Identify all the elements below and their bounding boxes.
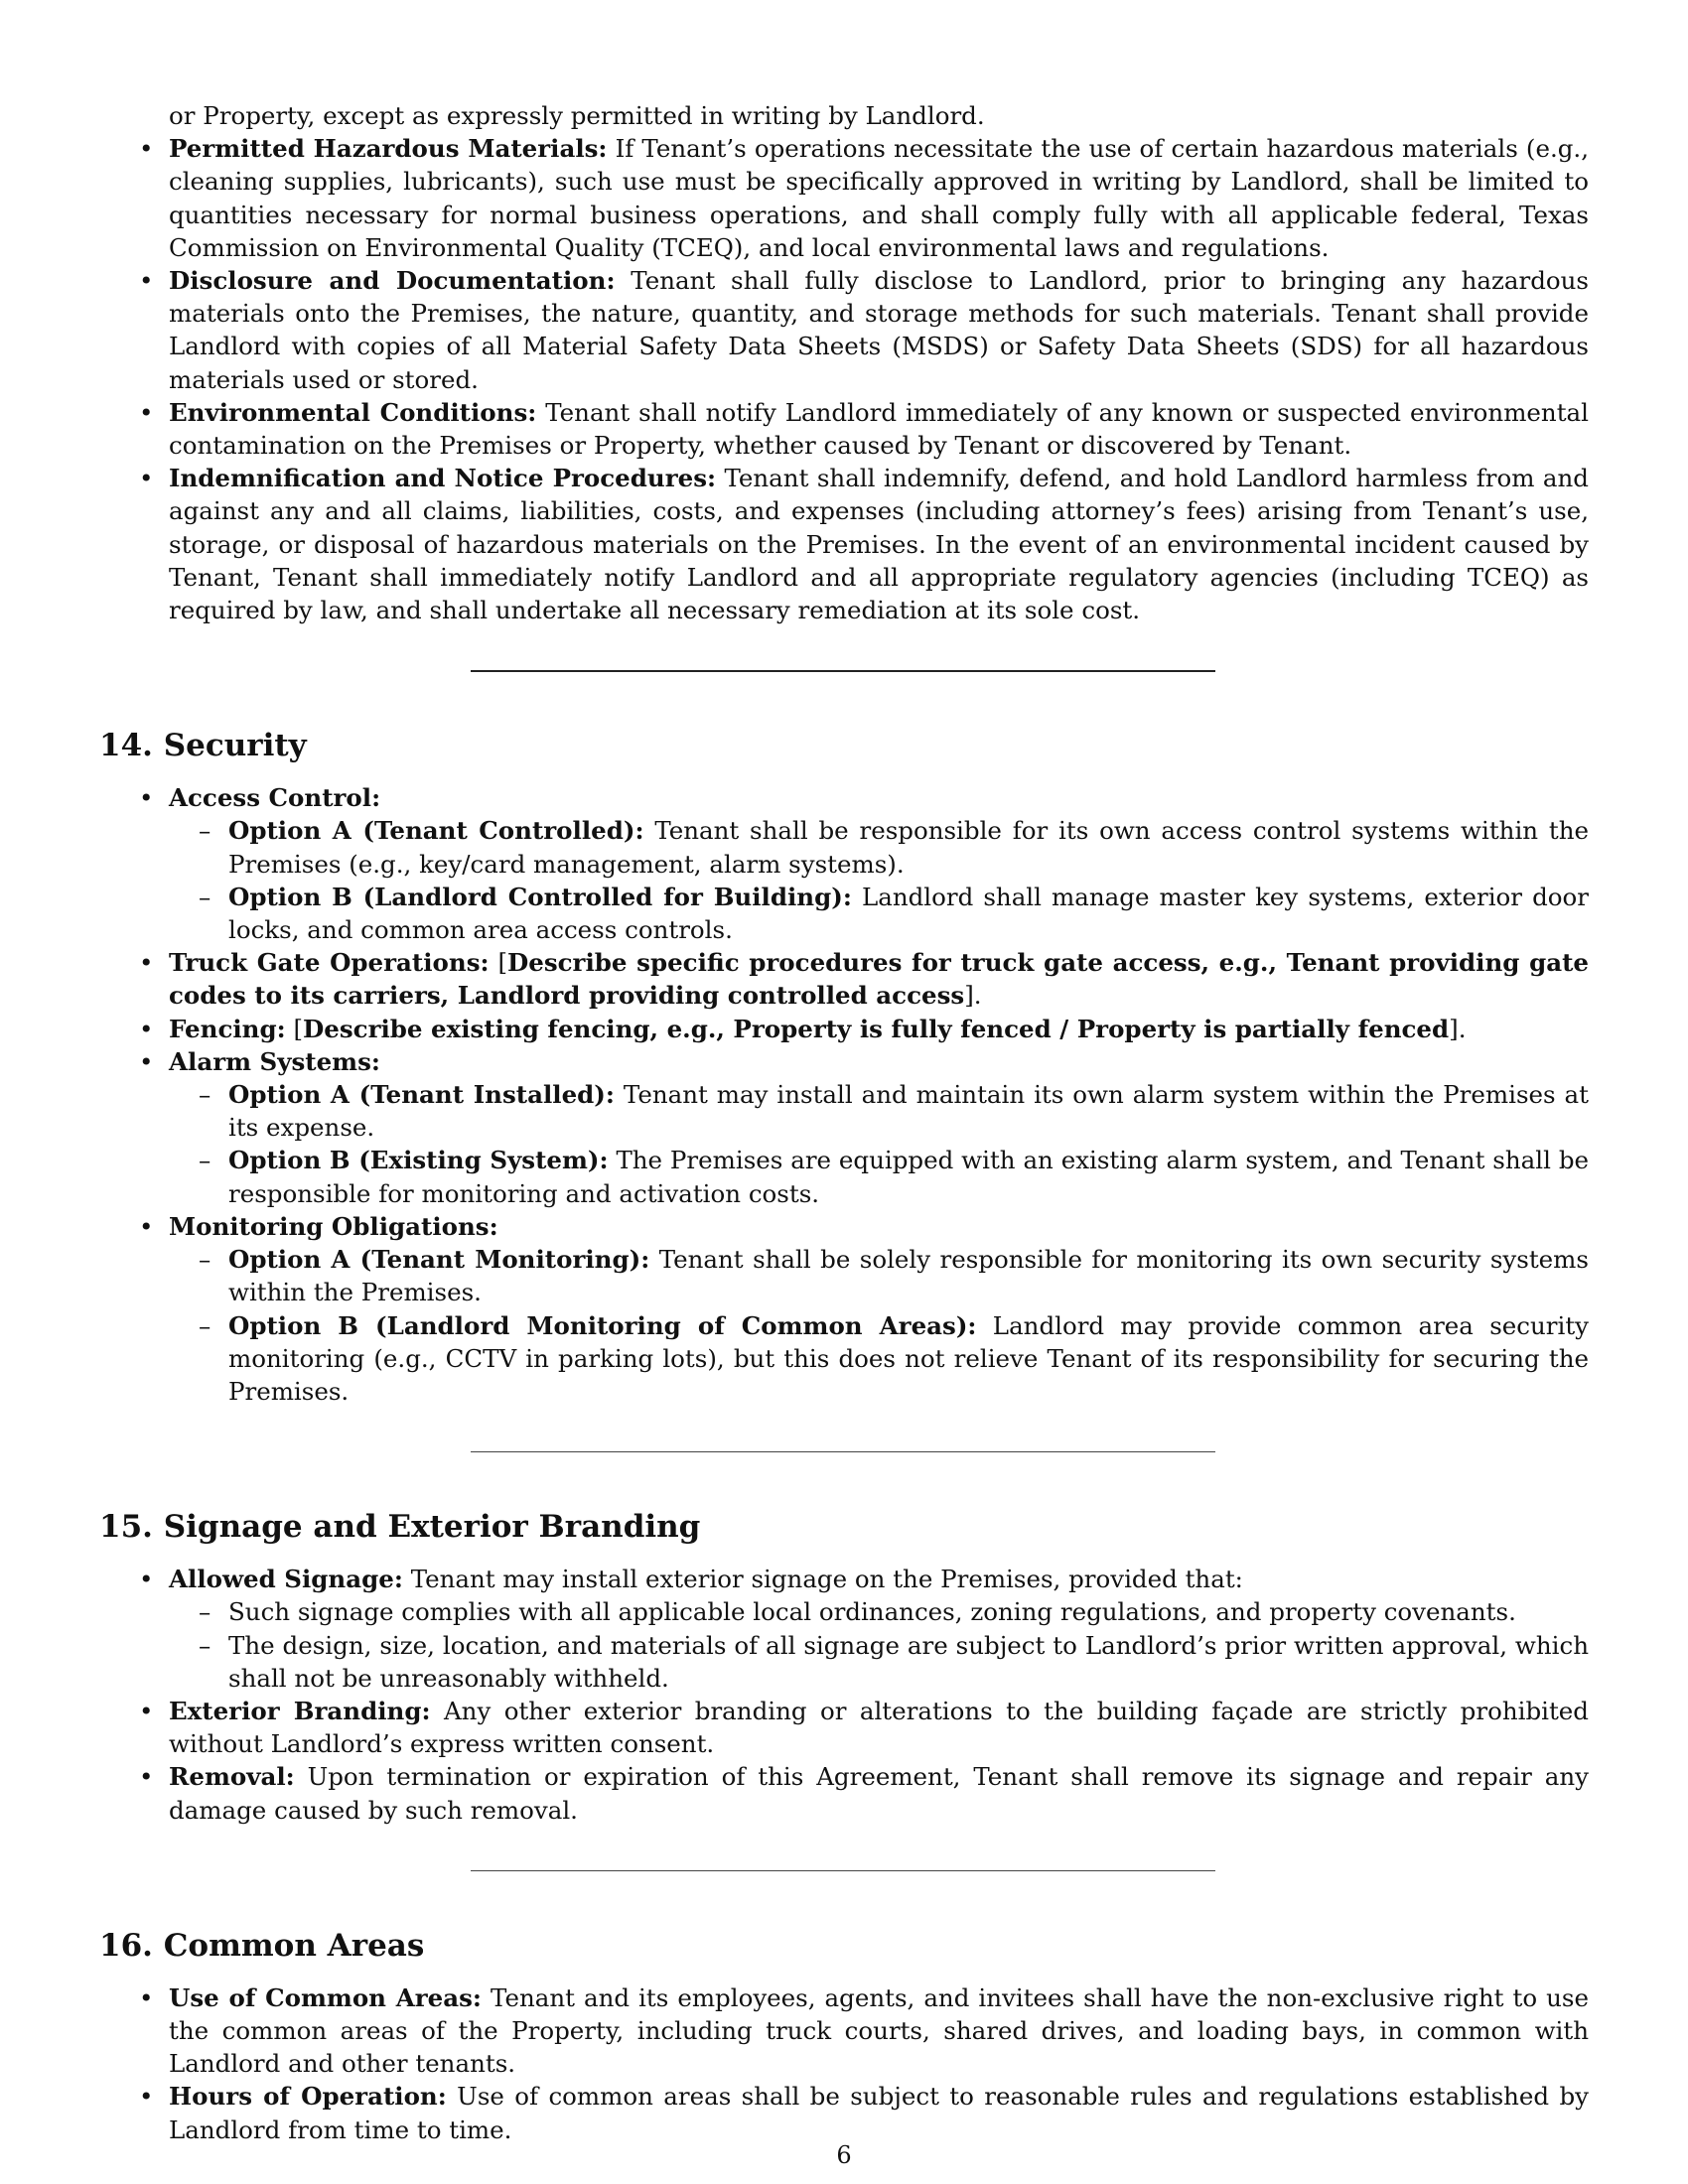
item-label: Exterior Branding: [169, 1696, 431, 1725]
section-divider [99, 1827, 1589, 1926]
section-15-list [99, 1563, 1589, 1827]
item-text: Tenant shall fully disclose to Landlord, prior to bringing any hazardous materials onto the Premises, the nature, quantity, and storage methods for such materials. Tenant shall provide Landlord with copies of all Material Safety Data Sheets (MSDS) or Safety Data Sheets (SDS) for all hazardous materials used or stored. [169, 266, 1589, 394]
item-label: Removal: [169, 1762, 295, 1792]
list-item [99, 1760, 1589, 1826]
section-14-heading: 14. Security [99, 728, 307, 764]
list-item [99, 1981, 1589, 2081]
section-14-list [99, 781, 1589, 1408]
bracket-open: [ [293, 1014, 304, 1043]
item-text: Tenant shall indemnify, defend, and hold Landlord harmless from and against any and all claims, liabilities, costs, and expenses (including attorney’s fees) arising from Tenant’s use, storage, or disposal of hazardous materials on the Premises. In the event of an environmental incident caused by Tenant, Tenant shall immediately notify Landlord and all appropriate regulatory agencies (including TCEQ) as required by law, and shall undertake all necessary remediation at its sole cost. [169, 464, 1589, 625]
sub-list [169, 1243, 1589, 1408]
sub-list [169, 814, 1589, 946]
item-text: Upon termination or expiration of this Agreement, Tenant shall remove its signage and repair any damage caused by such removal. [169, 1762, 1589, 1825]
item-label: Disclosure and Documentation: [169, 266, 616, 296]
item-label: Use of Common Areas: [169, 1982, 482, 2012]
list-item [99, 1695, 1589, 1760]
bracket-open: [ [497, 948, 508, 978]
section-divider [99, 626, 1589, 726]
item-text: Any other exterior branding or alterations to the building façade are strictly prohibited without Landlord’s express written consent. [169, 1696, 1589, 1759]
list-item [99, 1210, 1589, 1408]
section-divider [99, 1408, 1589, 1507]
page-number: 6 [836, 2141, 852, 2169]
sub-label: Option B (Existing System): [228, 1146, 609, 1175]
bracket-close: ]. [1449, 1014, 1467, 1043]
item-label: Indemnification and Notice Procedures: [169, 464, 717, 493]
section-15-heading: 15. Signage and Exterior Branding [99, 1509, 701, 1546]
item-label: Allowed Signage: [169, 1565, 403, 1594]
list-item [99, 946, 1589, 1012]
sub-item: – Such signage complies with all applicable local ordinances, zoning regulations, and property covenants. [169, 1595, 1589, 1628]
item-label: Hours of Operation: [169, 2082, 447, 2112]
item-label: Truck Gate Operations: [169, 948, 490, 978]
list-item [99, 781, 1589, 946]
sub-label: Option A (Tenant Controlled): [228, 816, 644, 846]
sub-text: The Premises are equipped with an existing alarm system, and Tenant shall be responsible for monitoring and activation costs. [228, 1146, 1589, 1208]
list-item [99, 2080, 1589, 2145]
section-16-list [99, 1981, 1589, 2146]
sub-text: Tenant may install and maintain its own alarm system within the Premises at its expense. [228, 1080, 1589, 1143]
sub-label: Option B (Landlord Controlled for Building): [228, 882, 852, 911]
section-16-heading: 16. Common Areas [99, 1927, 425, 1964]
item-label: Permitted Hazardous Materials: [169, 134, 608, 164]
sub-item: – The design, size, location, and materials of all signage are subject to Landlord’s prior written approval, which shall not be unreasonably withheld. [169, 1629, 1589, 1695]
list-item [99, 1013, 1589, 1045]
sub-label: Option B (Landlord Monitoring of Common Areas): [228, 1310, 977, 1340]
list-item [99, 132, 1589, 264]
sub-list [169, 1078, 1589, 1210]
sub-item [169, 1078, 1589, 1144]
sub-item [169, 881, 1589, 946]
sub-item [169, 1243, 1589, 1308]
page-body [99, 99, 1589, 2146]
item-label: Monitoring Obligations: [169, 1211, 498, 1241]
sub-label: Option A (Tenant Monitoring): [228, 1245, 650, 1275]
sub-list [169, 1595, 1589, 1695]
item-text: Tenant and its employees, agents, and invitees shall have the non-exclusive right to use the common areas of the Property, including truck courts, shared drives, and loading bays, in common with Landlord and other tenants. [169, 1982, 1589, 2079]
section-13-list [99, 132, 1589, 626]
sub-text: Landlord may provide common area security monitoring (e.g., CCTV in parking lots), but this does not relieve Tenant of its responsibility for securing the Premises. [228, 1310, 1590, 1406]
item-text: Use of common areas shall be subject to reasonable rules and regulations established by Landlord from time to time. [169, 2082, 1589, 2144]
list-item [99, 1563, 1589, 1695]
list-item [99, 264, 1589, 396]
sub-item [169, 1144, 1589, 1209]
sub-item [169, 1309, 1589, 1409]
placeholder-text: Describe specific procedures for truck gate access, e.g., Tenant providing gate codes to its carriers, Landlord providing controlled access [169, 948, 1589, 1011]
item-label: Access Control: [169, 783, 381, 813]
item-label: Environmental Conditions: [169, 397, 537, 427]
sub-text: Tenant shall be solely responsible for monitoring its own security systems within the Premises. [228, 1245, 1589, 1307]
list-item [99, 462, 1589, 626]
placeholder-text: Describe existing fencing, e.g., Property is fully fenced / Property is partially fenced [303, 1014, 1450, 1043]
sub-item [169, 814, 1589, 880]
item-text: If Tenant’s operations necessitate the use of certain hazardous materials (e.g., cleaning supplies, lubricants), such use must be specifically approved in writing by Landlord, shall be limited to quantities necessary for normal business operations, and shall comply fully with all applicable federal, Texas Commission on Environmental Quality (TCEQ), and local environmental laws and regulations. [169, 134, 1589, 262]
sub-text: Tenant shall be responsible for its own access control systems within the Premises (e.g., key/card management, alarm systems). [228, 816, 1589, 879]
list-item [99, 1045, 1589, 1210]
item-label: Alarm Systems: [169, 1046, 380, 1076]
bracket-close: ]. [964, 981, 982, 1011]
item-text: Tenant may install exterior signage on the Premises, provided that: [410, 1565, 1243, 1594]
list-item [99, 396, 1589, 462]
item-text: Tenant shall notify Landlord immediately of any known or suspected environmental contamination on the Premises or Property, whether caused by Tenant or discovered by Tenant. [169, 397, 1589, 461]
sub-label: Option A (Tenant Installed): [228, 1080, 615, 1110]
continuation-text: or Property, except as expressly permitted in writing by Landlord. [169, 101, 985, 130]
sub-text: Landlord shall manage master key systems, exterior door locks, and common area access controls. [228, 882, 1589, 945]
item-label: Fencing: [169, 1014, 286, 1043]
